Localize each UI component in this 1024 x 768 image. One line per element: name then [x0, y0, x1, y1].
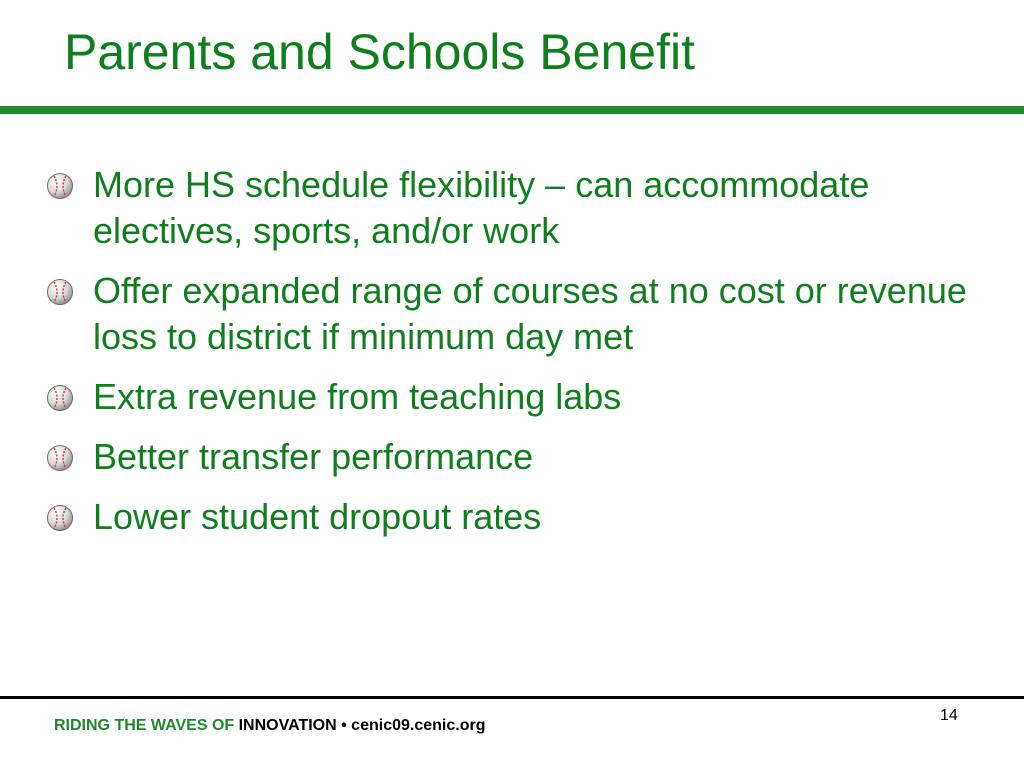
baseball-icon — [46, 384, 74, 412]
bullet-item — [46, 162, 996, 254]
footer-tagline: RIDING THE WAVES OF — [54, 717, 239, 734]
baseball-icon — [46, 278, 74, 306]
bullet-list — [46, 162, 996, 554]
footer-divider — [0, 696, 1024, 699]
baseball-icon — [46, 172, 74, 200]
bullet-item — [46, 268, 996, 360]
footer-caption — [54, 716, 485, 736]
baseball-icon — [46, 444, 74, 472]
bullet-text: More HS schedule flexibility – can accommodate electives, sports, and/or work — [93, 164, 870, 251]
bullet-text: Extra revenue from teaching labs — [93, 376, 622, 417]
bullet-text: Lower student dropout rates — [93, 496, 542, 537]
title-divider — [0, 106, 1024, 114]
baseball-icon — [46, 504, 74, 532]
page-number: 14 — [940, 707, 958, 724]
bullet-text: Offer expanded range of courses at no cost or revenue loss to district if minimum day met — [93, 270, 967, 357]
bullet-item — [46, 434, 996, 480]
slide-title: Parents and Schools Benefit — [64, 24, 695, 80]
bullet-item — [46, 494, 996, 540]
footer-site: INNOVATION • cenic09.cenic.org — [238, 717, 486, 734]
bullet-text: Better transfer performance — [93, 436, 534, 477]
bullet-item — [46, 374, 996, 420]
